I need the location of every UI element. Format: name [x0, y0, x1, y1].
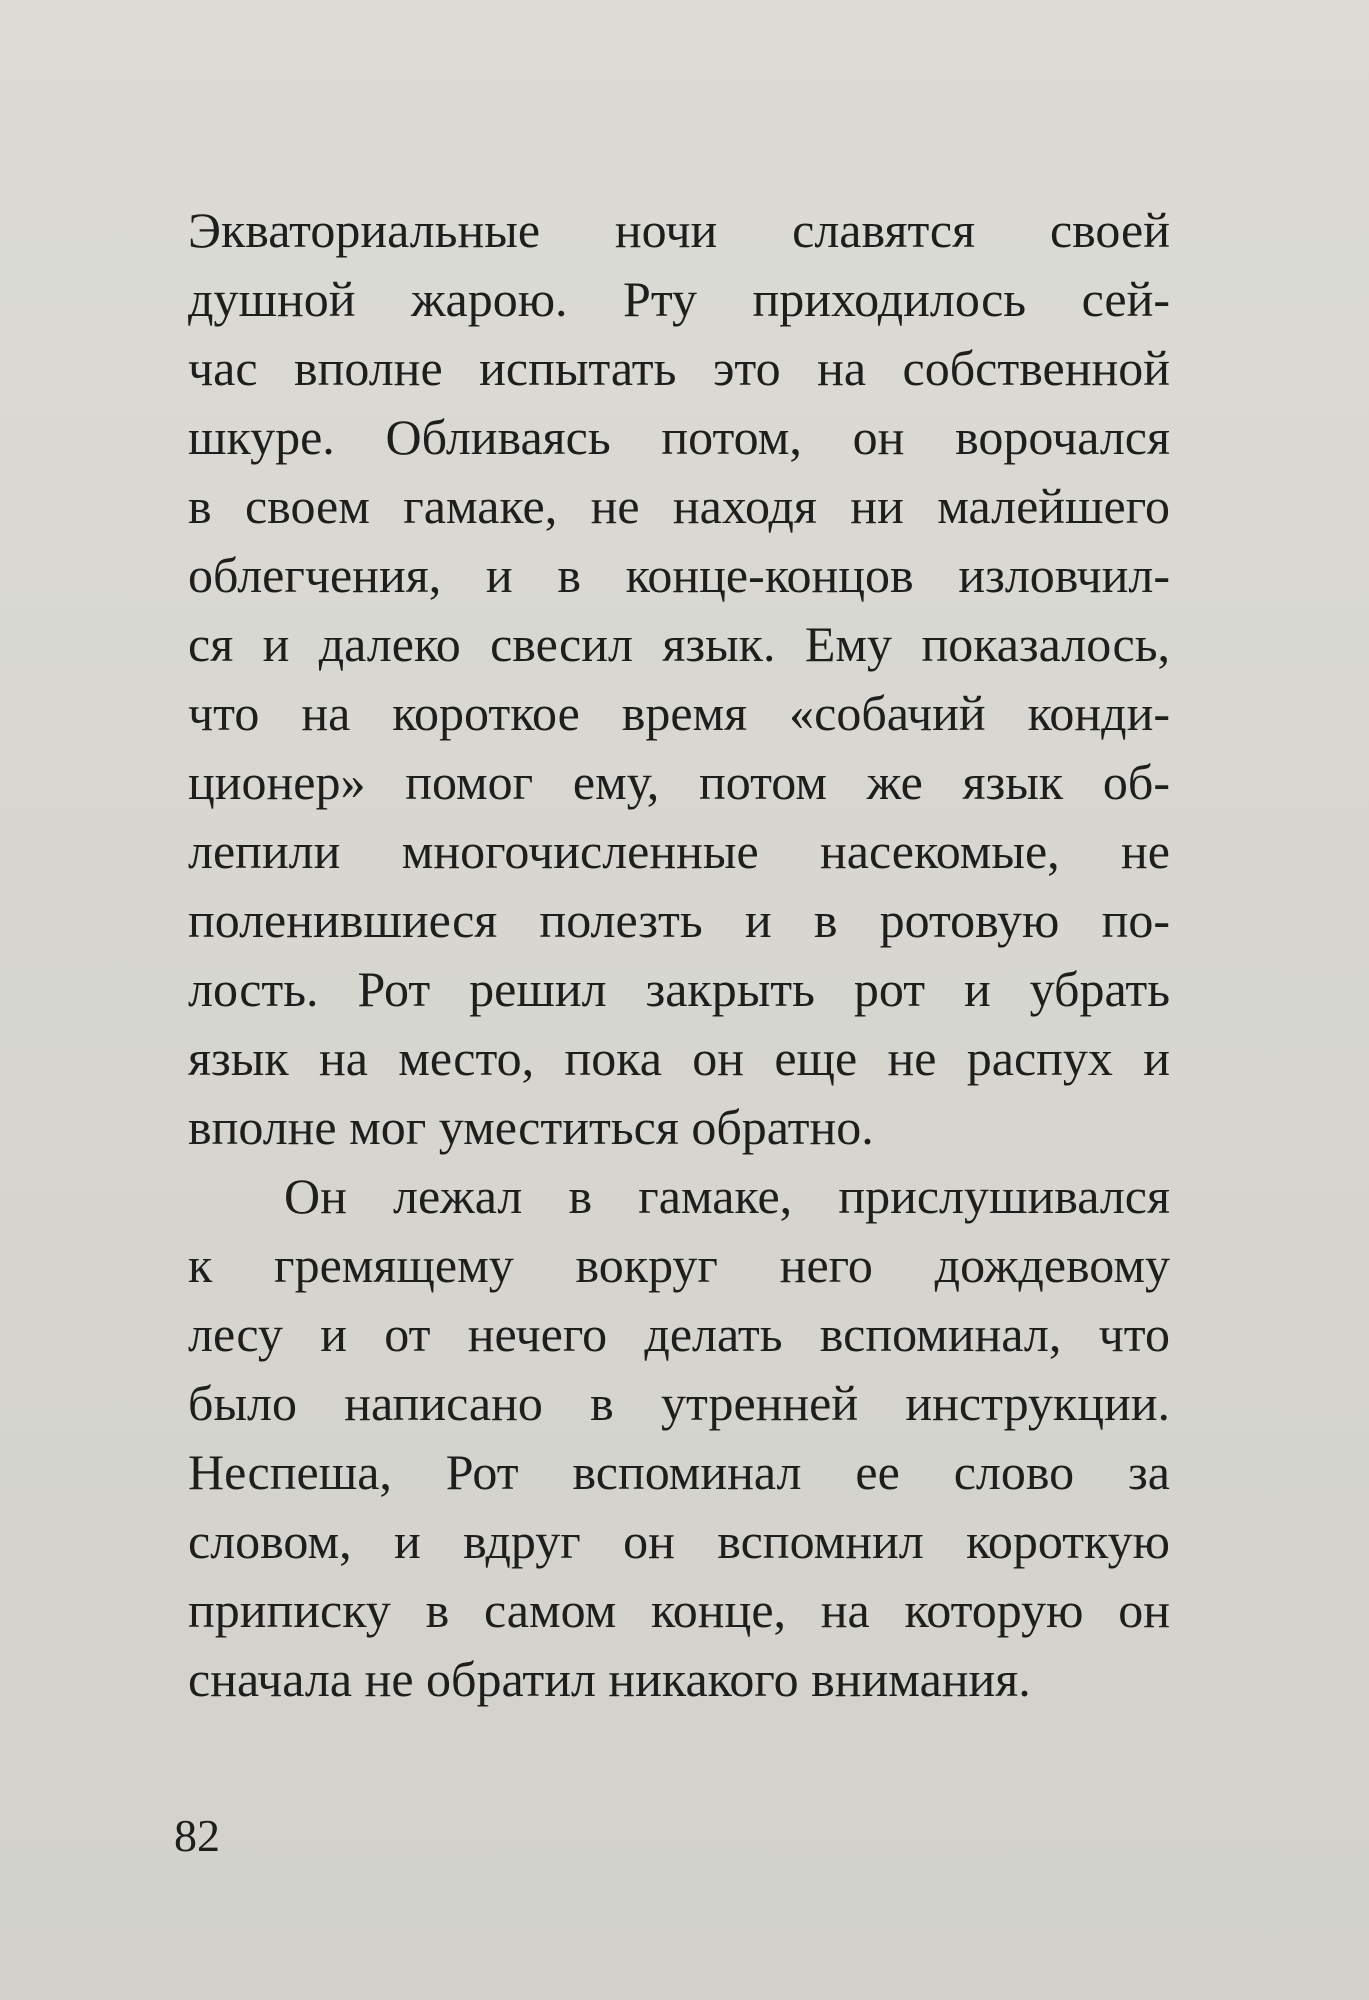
text-line: поленившиеся полезть и в ротовую по- — [188, 892, 1170, 948]
text-line: лепили многочисленные насекомые, не — [188, 823, 1170, 879]
paragraph-2 — [188, 1162, 1170, 1714]
text-line: язык на место, пока он еще не распух и — [188, 1030, 1170, 1086]
text-line: было написано в утренней инструкции. — [188, 1375, 1170, 1431]
text-line: в своем гамаке, не находя ни малейшего — [188, 478, 1170, 534]
text-line: сначала не обратил никакого внимания. — [188, 1651, 1031, 1707]
text-line: облегчения, и в конце-концов изловчил- — [188, 547, 1170, 603]
page-number: 82 — [174, 1810, 220, 1861]
text-line: час вполне испытать это на собственной — [188, 340, 1170, 396]
text-line: Неспеша, Рот вспоминал ее слово за — [188, 1444, 1170, 1500]
text-line: ся и далеко свесил язык. Ему показалось, — [188, 616, 1170, 672]
text-line: словом, и вдруг он вспомнил короткую — [188, 1513, 1170, 1569]
text-line: лесу и от нечего делать вспоминал, что — [188, 1306, 1170, 1362]
text-line: к гремящему вокруг него дождевому — [188, 1237, 1170, 1293]
paragraph-1 — [188, 196, 1170, 1162]
text-line: что на короткое время «собачий конди- — [188, 685, 1170, 741]
text-line: лость. Рот решил закрыть рот и убрать — [188, 961, 1170, 1017]
text-line: Он лежал в гамаке, прислушивался — [284, 1168, 1170, 1224]
text-line: ционер» помог ему, потом же язык об- — [188, 754, 1170, 810]
text-line: Экваториальные ночи славятся своей — [188, 202, 1170, 258]
body-text — [188, 196, 1170, 1714]
text-line: вполне мог уместиться обратно. — [188, 1099, 874, 1155]
text-line: душной жарою. Рту приходилось сей- — [188, 271, 1170, 327]
text-line: приписку в самом конце, на которую он — [188, 1582, 1170, 1638]
text-line: шкуре. Обливаясь потом, он ворочался — [188, 409, 1170, 465]
